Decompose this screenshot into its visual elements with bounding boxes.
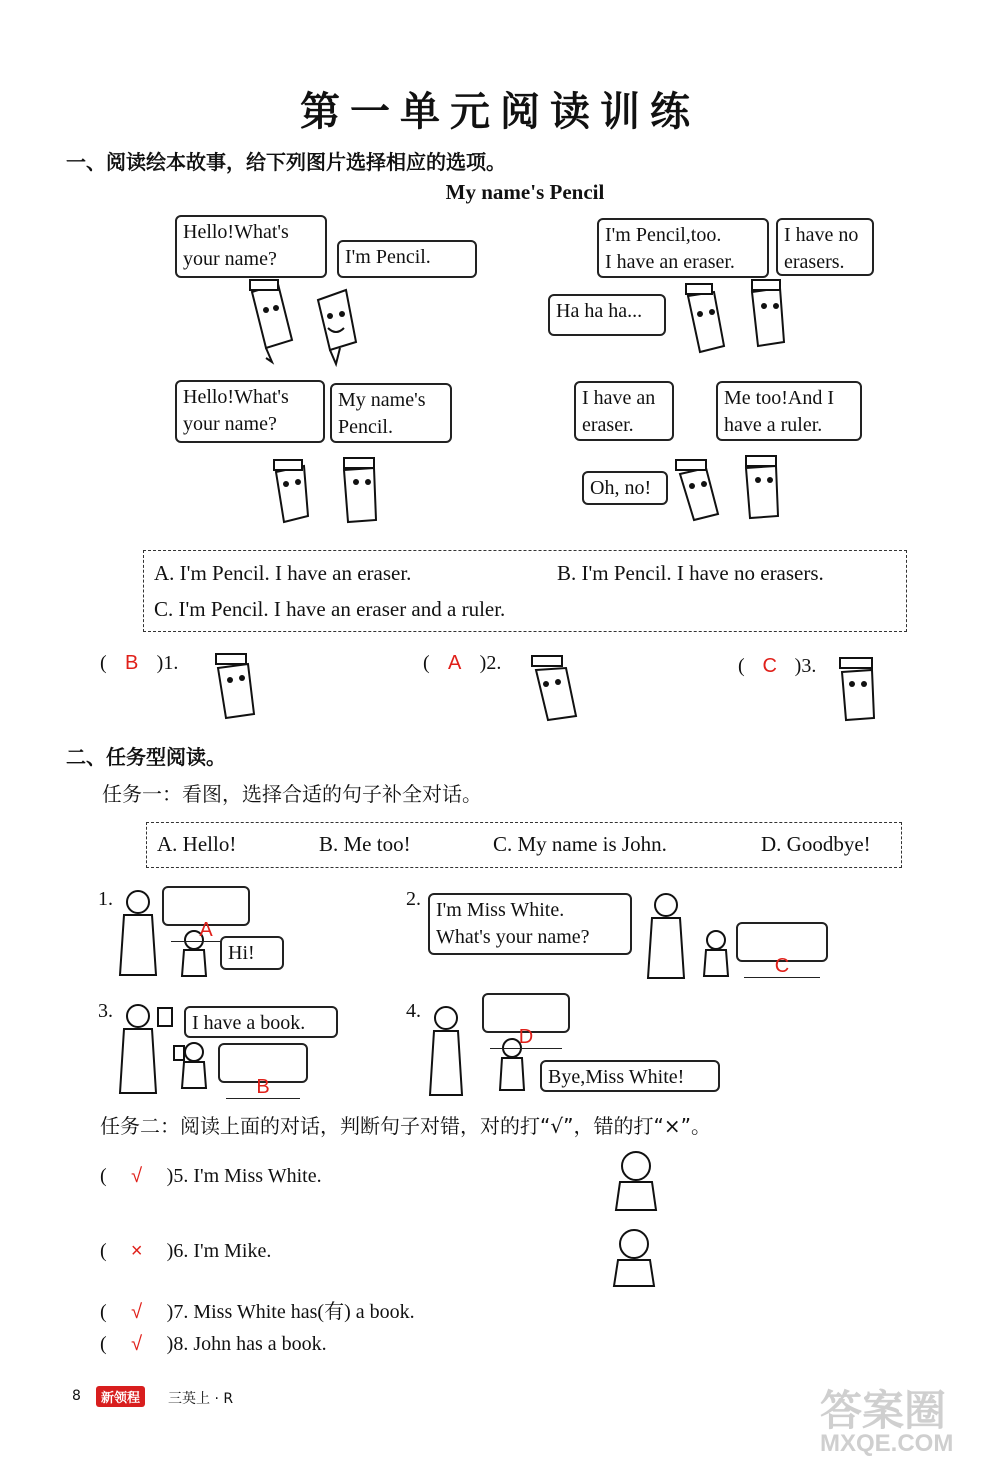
- boy-figure-icon: [704, 931, 728, 976]
- question-1-close: )1.: [156, 652, 179, 674]
- dialogue-2-answer-bubble: [736, 922, 828, 977]
- question-3: [738, 655, 816, 678]
- dialogue-1-reply: Hi!: [220, 936, 284, 970]
- question-1-open: (: [100, 652, 107, 674]
- judgement-8-open: (: [100, 1333, 107, 1355]
- judgement-7-text: )7. Miss White has(有) a book.: [166, 1301, 415, 1323]
- dialogue-1-number: 1.: [98, 888, 113, 910]
- answer-1[interactable]: B: [125, 652, 139, 674]
- judgement-6: [100, 1240, 271, 1263]
- teacher-figure-icon: [120, 891, 156, 975]
- bubble-my-name: My name's Pencil.: [330, 383, 452, 443]
- watermark-url: MXQE.COM: [820, 1430, 954, 1457]
- teacher-figure-icon: [616, 1152, 656, 1210]
- dialogue-4-number: 4.: [406, 1000, 421, 1022]
- question-1: [100, 652, 178, 675]
- judgement-5-text: )5. I'm Miss White.: [166, 1165, 322, 1187]
- section2-options-box: [146, 822, 902, 868]
- bubble-oh-no: Oh, no!: [582, 471, 668, 505]
- judgement-8: [100, 1333, 327, 1356]
- bubble-hello-2: Hello!What's your name?: [175, 380, 325, 443]
- judgement-7-open: (: [100, 1301, 107, 1323]
- teacher-figure-icon: [430, 1007, 462, 1095]
- page-title: 第一单元阅读训练: [300, 89, 700, 135]
- judgement-8-mark[interactable]: √: [131, 1333, 143, 1355]
- pencil-character-icon: [250, 280, 292, 362]
- bubble-me-too-ruler: Me too!And I have a ruler.: [716, 381, 862, 441]
- pencil-character-icon: [746, 456, 778, 518]
- question-2: [423, 652, 501, 675]
- pencil-character-icon: [344, 458, 376, 522]
- teacher-figure-icon: [648, 894, 684, 978]
- watermark-logo: 答案圈: [820, 1386, 947, 1435]
- boy-figure-icon: [174, 1043, 206, 1088]
- dialogue-2-line: I'm Miss White. What's your name?: [428, 893, 632, 955]
- dialogue-3-number: 3.: [98, 1000, 113, 1022]
- pencil-character-icon: [318, 290, 356, 364]
- question-2-open: (: [423, 652, 430, 674]
- dialogue-1-answer-bubble: [162, 886, 250, 941]
- answer-3[interactable]: C: [762, 655, 777, 677]
- dialogue-2-number: 2.: [406, 888, 421, 910]
- bubble-hello-1: Hello!What's your name?: [175, 215, 327, 278]
- teacher-figure-icon: [120, 1005, 172, 1093]
- pencil-character-icon: [840, 658, 874, 720]
- task1-instruction: 任务一：看图，选择合适的句子补全对话。: [102, 782, 482, 806]
- section1-options-box: [143, 550, 907, 632]
- pencil-character-icon: [216, 654, 254, 718]
- dialogue-2-answer[interactable]: C: [744, 955, 820, 978]
- s2-option-a: A. Hello!: [157, 832, 237, 856]
- judgement-5: [100, 1165, 322, 1188]
- judgement-7: [100, 1295, 415, 1324]
- pencil-character-icon: [752, 280, 784, 346]
- brand-label: 新领程: [96, 1386, 145, 1407]
- answer-2[interactable]: A: [448, 652, 462, 674]
- bubble-im-pencil: I'm Pencil.: [337, 240, 477, 278]
- dialogue-3-answer[interactable]: B: [226, 1076, 300, 1099]
- section1-heading: 一、阅读绘本故事，给下列图片选择相应的选项。: [66, 150, 506, 174]
- section2-heading: 二、任务型阅读。: [66, 745, 226, 769]
- s2-option-d: D. Goodbye!: [761, 832, 871, 856]
- bubble-ha-ha: Ha ha ha...: [548, 294, 666, 336]
- bubble-no-erasers: I have no erasers.: [776, 218, 874, 276]
- page-number: 8: [72, 1388, 81, 1404]
- pencil-character-icon: [686, 284, 724, 352]
- bubble-have-eraser: I have an eraser.: [574, 381, 674, 441]
- bubble-pencil-too: I'm Pencil,too. I have an eraser.: [597, 218, 769, 278]
- story-title: My name's Pencil: [445, 180, 605, 204]
- judgement-5-open: (: [100, 1165, 107, 1187]
- judgement-6-mark[interactable]: ×: [130, 1240, 143, 1262]
- grade-label: 三英上 · R: [168, 1391, 234, 1407]
- question-3-open: (: [738, 655, 745, 677]
- pencil-character-icon: [274, 460, 308, 522]
- judgement-6-text: )6. I'm Mike.: [166, 1240, 272, 1262]
- dialogue-4-answer-bubble: [482, 993, 570, 1048]
- pencil-character-icon: [532, 656, 576, 720]
- brand-logo: [96, 1386, 145, 1407]
- s2-option-c: C. My name is John.: [493, 832, 667, 856]
- boy-figure-icon: [614, 1230, 654, 1286]
- pencil-character-icon: [676, 460, 718, 520]
- option-a: A. I'm Pencil. I have an eraser.: [154, 561, 412, 585]
- judgement-5-mark[interactable]: √: [131, 1165, 143, 1187]
- dialogue-4-answer[interactable]: D: [490, 1026, 562, 1049]
- task2-instruction: 任务二：阅读上面的对话，判断句子对错，对的打“√”，错的打“×”。: [100, 1114, 711, 1138]
- s2-option-b: B. Me too!: [319, 832, 411, 856]
- option-c: C. I'm Pencil. I have an eraser and a ruler.: [154, 597, 506, 621]
- dialogue-3-answer-bubble: [218, 1043, 308, 1098]
- judgement-7-mark[interactable]: √: [131, 1301, 143, 1323]
- dialogue-3-line: I have a book.: [184, 1006, 338, 1038]
- option-b: B. I'm Pencil. I have no erasers.: [557, 561, 824, 585]
- judgement-6-open: (: [100, 1240, 107, 1262]
- dialogue-4-reply: Bye,Miss White!: [540, 1060, 720, 1092]
- dialogue-1-answer[interactable]: A: [171, 919, 241, 942]
- judgement-8-text: )8. John has a book.: [166, 1333, 327, 1355]
- question-3-close: )3.: [794, 655, 817, 677]
- question-2-close: )2.: [479, 652, 502, 674]
